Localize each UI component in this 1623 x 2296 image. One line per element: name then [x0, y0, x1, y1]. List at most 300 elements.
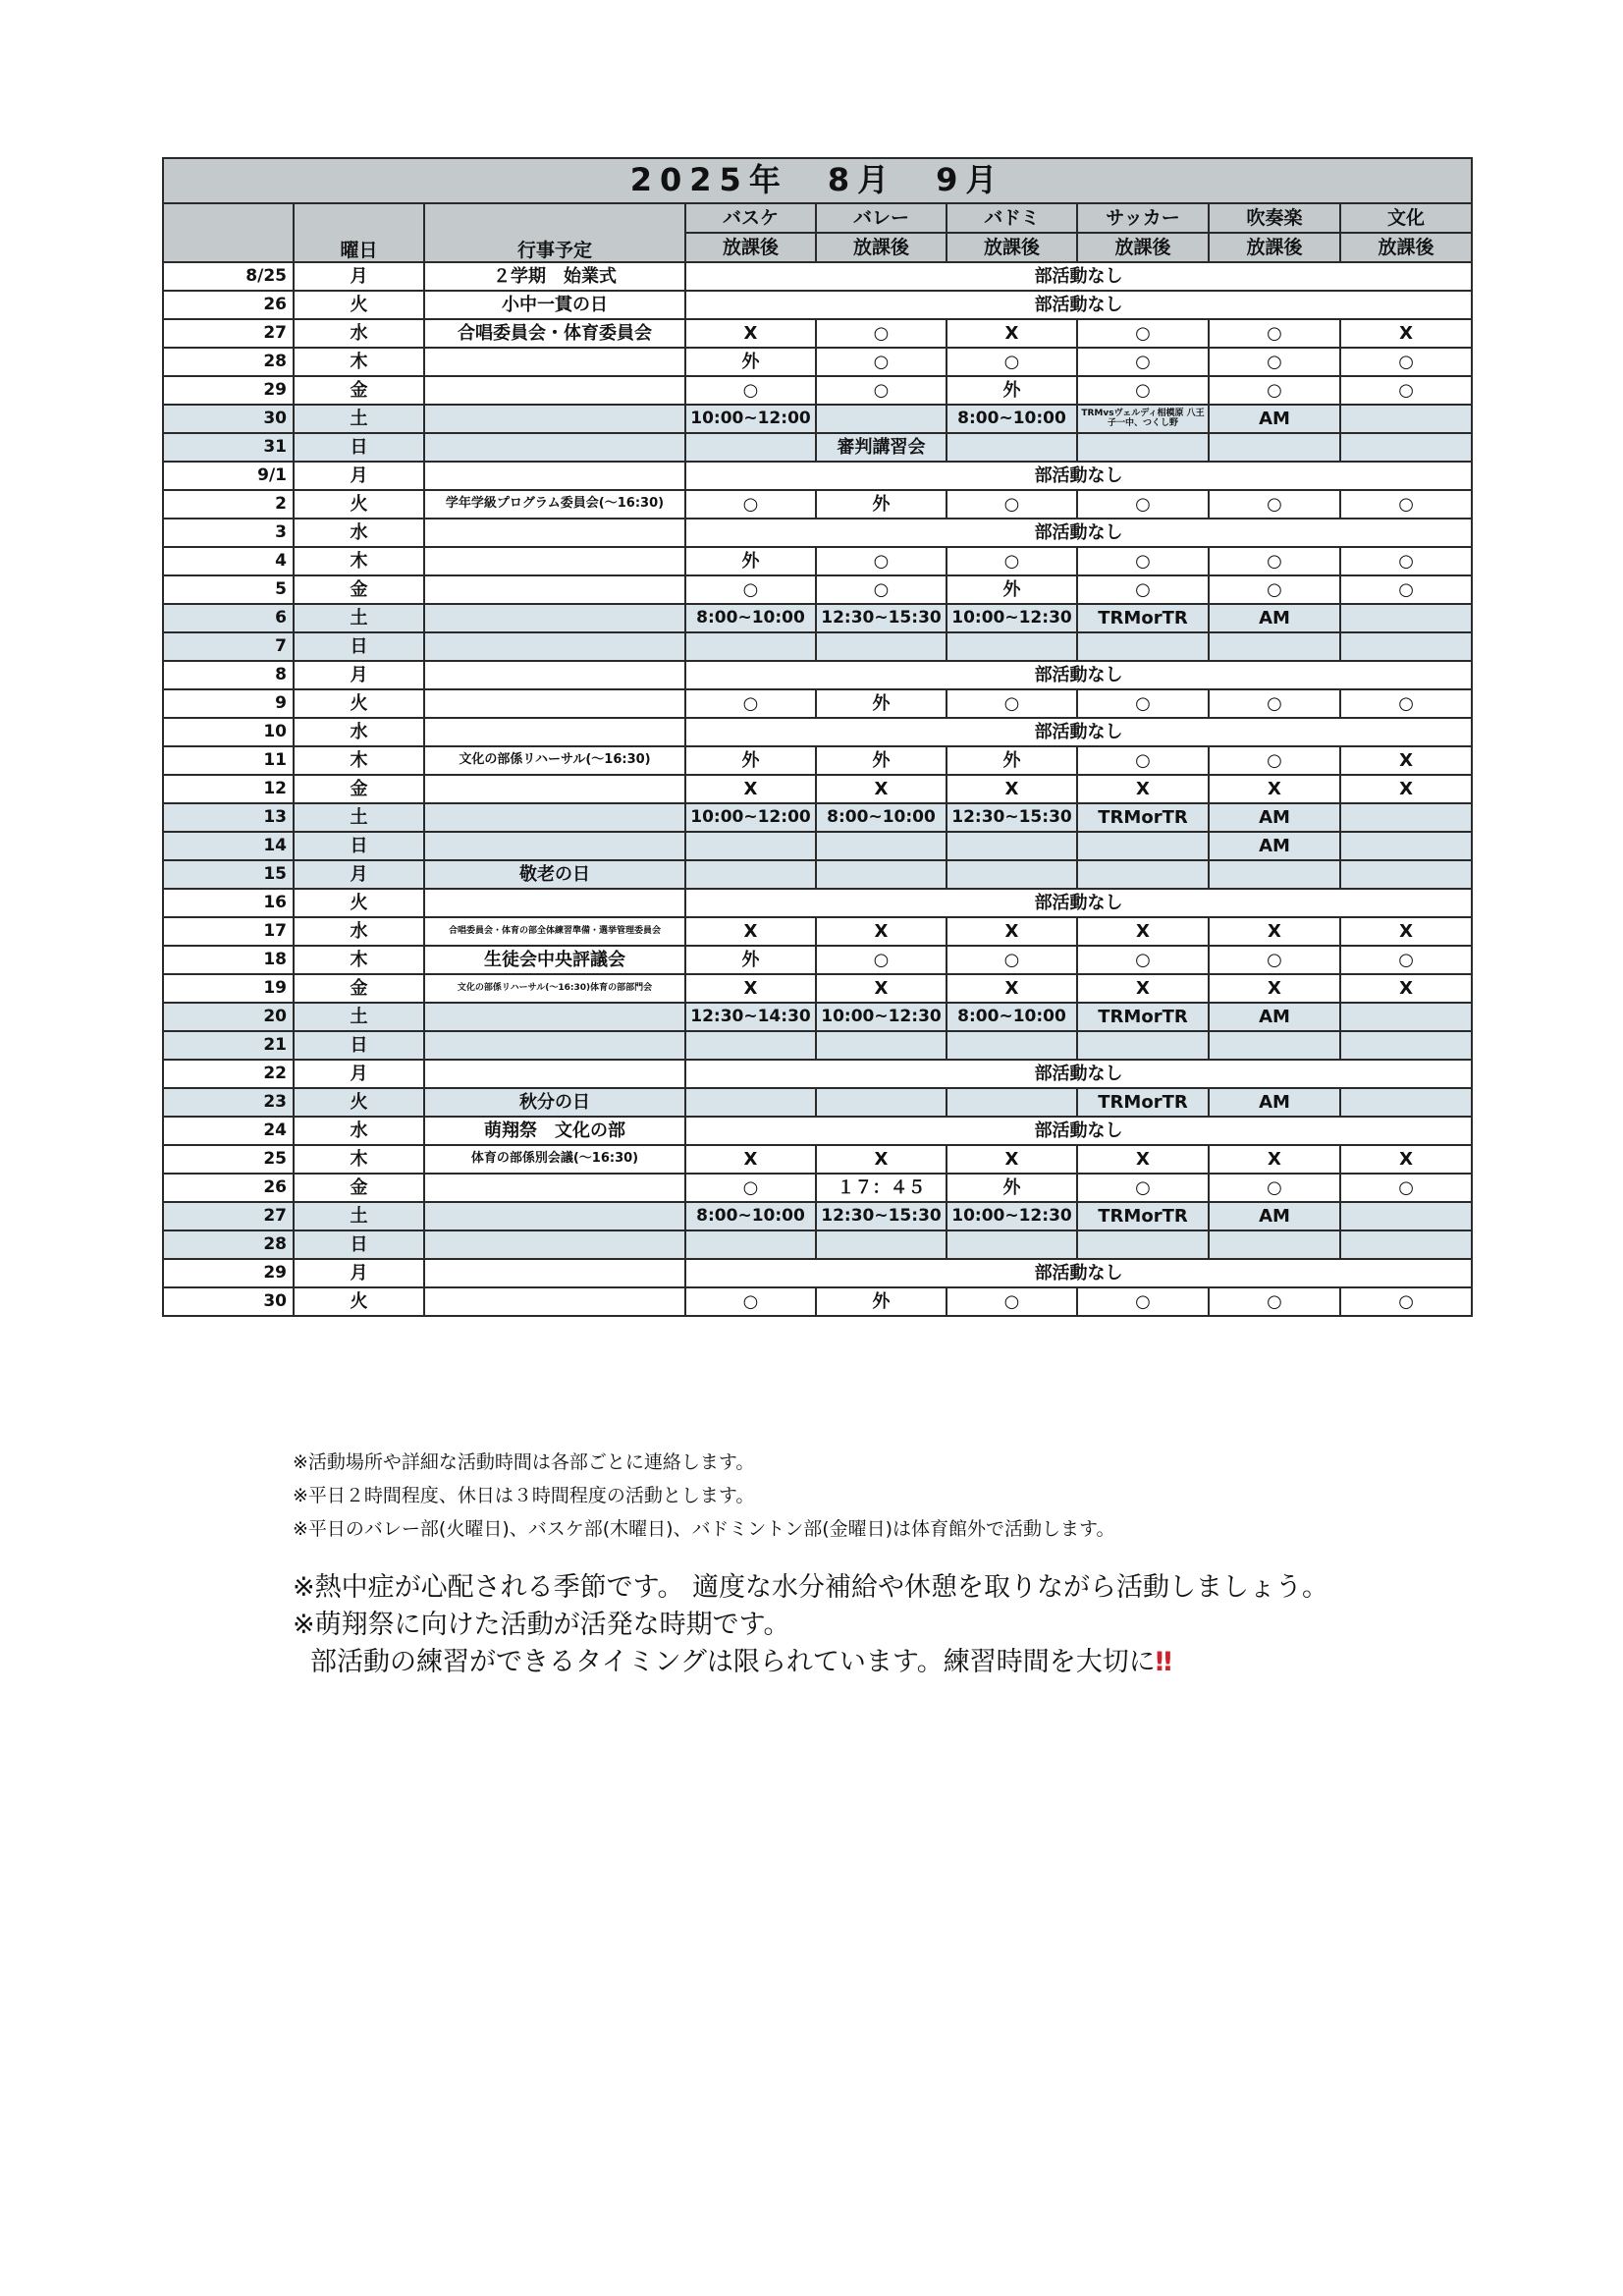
activity-cell: ○: [1209, 348, 1340, 376]
activity-cell: [816, 860, 947, 889]
header-club: バレー: [816, 203, 947, 233]
messages: [293, 1569, 1328, 1681]
event-cell: [424, 775, 685, 803]
activity-cell: [685, 832, 816, 860]
event-cell: [424, 889, 685, 917]
weekday-cell: 木: [294, 348, 424, 376]
activity-cell: X: [1209, 917, 1340, 946]
date-cell: 7: [163, 632, 294, 661]
activity-cell: [1077, 1031, 1209, 1060]
activity-cell: 外: [685, 946, 816, 974]
activity-cell: [947, 1230, 1077, 1259]
event-cell: 体育の部係別会議(～16:30): [424, 1145, 685, 1174]
activity-cell: [947, 1031, 1077, 1060]
activity-cell: ○: [947, 1287, 1077, 1316]
activity-cell: [685, 860, 816, 889]
table-row: [163, 775, 1472, 803]
weekday-cell: 火: [294, 490, 424, 519]
activity-cell: X: [947, 775, 1077, 803]
activity-cell: ○: [1209, 1174, 1340, 1202]
event-cell: 文化の部係リハーサル(～16:30)体育の部部門会: [424, 974, 685, 1003]
activity-cell: X: [816, 1145, 947, 1174]
date-cell: 28: [163, 348, 294, 376]
date-cell: 29: [163, 376, 294, 405]
weekday-cell: 日: [294, 632, 424, 661]
activity-cell: [685, 433, 816, 462]
activity-cell: [1340, 604, 1472, 632]
activity-cell: 10:00~12:30: [947, 1202, 1077, 1230]
event-cell: 秋分の日: [424, 1088, 685, 1117]
activity-cell: ○: [1209, 746, 1340, 775]
activity-cell: ○: [1077, 1174, 1209, 1202]
event-cell: [424, 405, 685, 433]
activity-cell: X: [1077, 1145, 1209, 1174]
activity-cell: TRMorTR: [1077, 1088, 1209, 1117]
date-cell: 31: [163, 433, 294, 462]
weekday-cell: 月: [294, 462, 424, 490]
activity-cell: 10:00~12:30: [816, 1003, 947, 1031]
activity-cell: X: [1340, 775, 1472, 803]
table-row: [163, 1088, 1472, 1117]
activity-cell: [1340, 1230, 1472, 1259]
date-cell: 2: [163, 490, 294, 519]
event-cell: [424, 1202, 685, 1230]
activity-cell: ○: [1209, 490, 1340, 519]
activity-cell: ○: [685, 376, 816, 405]
activity-cell: ○: [1340, 689, 1472, 718]
table-title: 2025年 8月 9月: [163, 158, 1472, 203]
header-club: バスケ: [685, 203, 816, 233]
weekday-cell: 金: [294, 1174, 424, 1202]
activity-cell: ○: [685, 1174, 816, 1202]
activity-cell: ○: [816, 319, 947, 348]
table-row: [163, 917, 1472, 946]
table-row: [163, 860, 1472, 889]
activity-cell: [1209, 632, 1340, 661]
event-cell: 萌翔祭 文化の部: [424, 1117, 685, 1145]
event-cell: [424, 433, 685, 462]
activity-cell: X: [1340, 974, 1472, 1003]
event-cell: [424, 1003, 685, 1031]
event-cell: [424, 1174, 685, 1202]
event-cell: [424, 575, 685, 604]
table-row: [163, 433, 1472, 462]
activity-cell: ○: [816, 348, 947, 376]
table-row: [163, 1202, 1472, 1230]
activity-cell: ○: [685, 575, 816, 604]
weekday-cell: 日: [294, 832, 424, 860]
activity-cell: ○: [1077, 746, 1209, 775]
event-cell: [424, 1060, 685, 1088]
header-date: [163, 203, 294, 262]
event-cell: 学年学級プログラム委員会(～16:30): [424, 490, 685, 519]
activity-cell: [816, 632, 947, 661]
activity-cell: ○: [1209, 946, 1340, 974]
activity-cell: AM: [1209, 405, 1340, 433]
table-row: [163, 1031, 1472, 1060]
activity-cell: ○: [1209, 575, 1340, 604]
activity-cell: [1340, 1202, 1472, 1230]
activity-cell: [1340, 632, 1472, 661]
date-cell: 13: [163, 803, 294, 832]
activity-cell: [1340, 1003, 1472, 1031]
table-row: [163, 262, 1472, 291]
activity-cell: 12:30~15:30: [816, 604, 947, 632]
weekday-cell: 金: [294, 575, 424, 604]
header-sub: 放課後: [816, 233, 947, 262]
activity-cell: [685, 1230, 816, 1259]
activity-cell: ○: [685, 490, 816, 519]
event-cell: 合唱委員会・体育の部全体練習準備・選挙管理委員会: [424, 917, 685, 946]
activity-cell: TRMvsヴェルディ相模原 八王子一中、つくし野: [1077, 405, 1209, 433]
table-row: [163, 1145, 1472, 1174]
activity-cell: [947, 832, 1077, 860]
activity-cell: 10:00~12:30: [947, 604, 1077, 632]
weekday-cell: 月: [294, 860, 424, 889]
activity-cell: [1340, 1031, 1472, 1060]
date-cell: 29: [163, 1259, 294, 1287]
weekday-cell: 水: [294, 718, 424, 746]
activity-cell: ○: [1340, 547, 1472, 575]
weekday-cell: 木: [294, 746, 424, 775]
activity-cell: X: [1077, 974, 1209, 1003]
date-cell: 14: [163, 832, 294, 860]
activity-cell: ○: [1209, 689, 1340, 718]
activity-cell: 審判講習会: [816, 433, 947, 462]
date-cell: 27: [163, 319, 294, 348]
weekday-cell: 水: [294, 1117, 424, 1145]
activity-cell: [1340, 832, 1472, 860]
date-cell: 16: [163, 889, 294, 917]
event-cell: [424, 547, 685, 575]
table-row: [163, 462, 1472, 490]
activity-cell: 外: [947, 1174, 1077, 1202]
activity-cell: ○: [1340, 376, 1472, 405]
activity-cell: ○: [1077, 575, 1209, 604]
header-sub: 放課後: [947, 233, 1077, 262]
event-cell: 小中一貫の日: [424, 291, 685, 319]
activity-cell: [1209, 433, 1340, 462]
activity-cell: [1340, 405, 1472, 433]
message-line: ※萌翔祭に向けた活動が活発な時期です。: [293, 1610, 790, 1640]
weekday-cell: 水: [294, 319, 424, 348]
activity-cell: ○: [685, 1287, 816, 1316]
weekday-cell: 木: [294, 1145, 424, 1174]
activity-cell: 10:00~12:00: [685, 803, 816, 832]
activity-cell: [1209, 860, 1340, 889]
activity-cell: AM: [1209, 1202, 1340, 1230]
activity-cell: [1077, 433, 1209, 462]
activity-cell: [816, 1088, 947, 1117]
weekday-cell: 金: [294, 775, 424, 803]
date-cell: 19: [163, 974, 294, 1003]
date-cell: 26: [163, 291, 294, 319]
activity-cell: ○: [1077, 376, 1209, 405]
activity-cell: TRMorTR: [1077, 604, 1209, 632]
activity-cell: AM: [1209, 803, 1340, 832]
event-cell: [424, 348, 685, 376]
event-cell: [424, 803, 685, 832]
header-club: サッカー: [1077, 203, 1209, 233]
activity-cell: [1209, 1031, 1340, 1060]
weekday-cell: 金: [294, 376, 424, 405]
activity-cell: X: [685, 917, 816, 946]
activity-cell: ○: [1209, 376, 1340, 405]
event-cell: ２学期 始業式: [424, 262, 685, 291]
activity-cell: ○: [1077, 547, 1209, 575]
activity-cell: 外: [947, 746, 1077, 775]
activity-cell: 12:30~15:30: [816, 1202, 947, 1230]
table-row: [163, 1259, 1472, 1287]
activity-cell: X: [1209, 775, 1340, 803]
table-row: [163, 632, 1472, 661]
event-cell: 文化の部係リハーサル(～16:30): [424, 746, 685, 775]
activity-cell: １７：４５: [816, 1174, 947, 1202]
activity-cell: ○: [1077, 490, 1209, 519]
no-activity-cell: 部活動なし: [685, 889, 1472, 917]
no-activity-cell: 部活動なし: [685, 1117, 1472, 1145]
date-cell: 8: [163, 661, 294, 689]
date-cell: 25: [163, 1145, 294, 1174]
activity-cell: [947, 1088, 1077, 1117]
no-activity-cell: 部活動なし: [685, 1259, 1472, 1287]
event-cell: [424, 632, 685, 661]
event-cell: 敬老の日: [424, 860, 685, 889]
header-club: バドミ: [947, 203, 1077, 233]
event-cell: [424, 1230, 685, 1259]
activity-cell: 外: [947, 575, 1077, 604]
table-row: [163, 974, 1472, 1003]
activity-cell: TRMorTR: [1077, 1202, 1209, 1230]
no-activity-cell: 部活動なし: [685, 262, 1472, 291]
activity-cell: X: [816, 917, 947, 946]
activity-cell: AM: [1209, 1003, 1340, 1031]
event-cell: [424, 519, 685, 547]
header-weekday: 曜日: [294, 203, 424, 262]
activity-cell: ○: [947, 348, 1077, 376]
table-row: [163, 661, 1472, 689]
activity-cell: X: [1077, 917, 1209, 946]
activity-cell: X: [685, 775, 816, 803]
table-row: [163, 319, 1472, 348]
exclamation-icon: ‼: [1155, 1647, 1172, 1677]
activity-cell: 外: [816, 1287, 947, 1316]
activity-cell: X: [1340, 1145, 1472, 1174]
activity-cell: TRMorTR: [1077, 1003, 1209, 1031]
activity-cell: [685, 632, 816, 661]
activity-cell: X: [1077, 775, 1209, 803]
activity-cell: 10:00~12:00: [685, 405, 816, 433]
date-cell: 23: [163, 1088, 294, 1117]
date-cell: 28: [163, 1230, 294, 1259]
message-line: ※熱中症が心配される季節です。 適度な水分補給や休憩を取りながら活動しましょう。: [293, 1572, 1329, 1603]
table-row: [163, 1003, 1472, 1031]
table-row: [163, 1060, 1472, 1088]
activity-cell: 外: [816, 746, 947, 775]
weekday-cell: 土: [294, 1003, 424, 1031]
activity-cell: ○: [816, 946, 947, 974]
activity-cell: [947, 860, 1077, 889]
table-row: [163, 889, 1472, 917]
date-cell: 8/25: [163, 262, 294, 291]
activity-cell: ○: [947, 689, 1077, 718]
header-sub: 放課後: [1209, 233, 1340, 262]
event-cell: [424, 604, 685, 632]
event-cell: [424, 661, 685, 689]
activity-cell: X: [816, 775, 947, 803]
date-cell: 30: [163, 1287, 294, 1316]
event-cell: 生徒会中央評議会: [424, 946, 685, 974]
activity-cell: X: [947, 1145, 1077, 1174]
notes: [293, 1446, 1115, 1546]
table-row: [163, 746, 1472, 775]
no-activity-cell: 部活動なし: [685, 519, 1472, 547]
weekday-cell: 木: [294, 946, 424, 974]
no-activity-cell: 部活動なし: [685, 462, 1472, 490]
no-activity-cell: 部活動なし: [685, 661, 1472, 689]
note-line: ※平日２時間程度、休日は３時間程度の活動とします。: [293, 1485, 755, 1506]
date-cell: 9/1: [163, 462, 294, 490]
activity-cell: ○: [1340, 1287, 1472, 1316]
activity-cell: AM: [1209, 1088, 1340, 1117]
activity-cell: 8:00~10:00: [947, 1003, 1077, 1031]
message-line-last: [293, 1644, 1328, 1681]
weekday-cell: 火: [294, 1088, 424, 1117]
weekday-cell: 水: [294, 519, 424, 547]
date-cell: 11: [163, 746, 294, 775]
date-cell: 10: [163, 718, 294, 746]
activity-cell: [1077, 1230, 1209, 1259]
table-row: [163, 519, 1472, 547]
table-row: [163, 547, 1472, 575]
activity-cell: 外: [685, 547, 816, 575]
weekday-cell: 木: [294, 547, 424, 575]
weekday-cell: 火: [294, 689, 424, 718]
activity-cell: X: [685, 319, 816, 348]
table-row: [163, 348, 1472, 376]
weekday-cell: 土: [294, 604, 424, 632]
note-line: ※平日のバレー部(火曜日)、バスケ部(木曜日)、バドミントン部(金曜日)は体育館外で活動します。: [293, 1518, 1115, 1540]
table-row: [163, 1287, 1472, 1316]
activity-cell: 外: [816, 689, 947, 718]
date-cell: 4: [163, 547, 294, 575]
date-cell: 26: [163, 1174, 294, 1202]
activity-cell: ○: [1340, 946, 1472, 974]
header-sub: 放課後: [685, 233, 816, 262]
weekday-cell: 月: [294, 661, 424, 689]
activity-cell: ○: [1077, 319, 1209, 348]
activity-cell: [1340, 803, 1472, 832]
weekday-cell: 金: [294, 974, 424, 1003]
activity-cell: ○: [1209, 319, 1340, 348]
activity-cell: 外: [685, 348, 816, 376]
activity-cell: ○: [1340, 348, 1472, 376]
note-line: ※活動場所や詳細な活動時間は各部ごとに連絡します。: [293, 1451, 755, 1473]
date-cell: 30: [163, 405, 294, 433]
table-row: [163, 575, 1472, 604]
message-text: 部活動の練習ができるタイミングは限られています。練習時間を大切に: [310, 1647, 1156, 1677]
activity-cell: X: [947, 319, 1077, 348]
activity-cell: ○: [947, 946, 1077, 974]
date-cell: 5: [163, 575, 294, 604]
date-cell: 17: [163, 917, 294, 946]
table-row: [163, 405, 1472, 433]
activity-cell: ○: [1340, 575, 1472, 604]
activity-cell: ○: [816, 575, 947, 604]
activity-cell: [816, 405, 947, 433]
activity-cell: [816, 832, 947, 860]
table-row: [163, 1117, 1472, 1145]
activity-cell: ○: [1209, 1287, 1340, 1316]
activity-cell: X: [947, 974, 1077, 1003]
activity-cell: 8:00~10:00: [947, 405, 1077, 433]
activity-cell: ○: [1077, 348, 1209, 376]
activity-cell: [816, 1031, 947, 1060]
event-cell: [424, 832, 685, 860]
date-cell: 27: [163, 1202, 294, 1230]
activity-cell: ○: [816, 376, 947, 405]
activity-cell: 外: [685, 746, 816, 775]
activity-cell: [685, 1031, 816, 1060]
activity-cell: X: [1340, 746, 1472, 775]
header-club: 吹奏楽: [1209, 203, 1340, 233]
schedule-table: [162, 157, 1473, 1317]
weekday-cell: 月: [294, 262, 424, 291]
event-cell: [424, 462, 685, 490]
event-cell: [424, 689, 685, 718]
event-cell: [424, 1287, 685, 1316]
event-cell: [424, 1259, 685, 1287]
activity-cell: [816, 1230, 947, 1259]
table-row: [163, 689, 1472, 718]
table-row: [163, 376, 1472, 405]
activity-cell: X: [816, 974, 947, 1003]
activity-cell: ○: [1077, 946, 1209, 974]
table-row: [163, 803, 1472, 832]
activity-cell: AM: [1209, 832, 1340, 860]
header-sub: 放課後: [1340, 233, 1472, 262]
activity-cell: [947, 433, 1077, 462]
weekday-cell: 土: [294, 803, 424, 832]
table-row: [163, 604, 1472, 632]
table-row: [163, 490, 1472, 519]
table-row: [163, 946, 1472, 974]
activity-cell: [947, 632, 1077, 661]
activity-cell: X: [1340, 319, 1472, 348]
table-row: [163, 1230, 1472, 1259]
activity-cell: ○: [1340, 490, 1472, 519]
activity-cell: [1340, 1088, 1472, 1117]
header-sub: 放課後: [1077, 233, 1209, 262]
activity-cell: 12:30~14:30: [685, 1003, 816, 1031]
date-cell: 3: [163, 519, 294, 547]
activity-cell: ○: [816, 547, 947, 575]
activity-cell: 8:00~10:00: [685, 604, 816, 632]
weekday-cell: 火: [294, 889, 424, 917]
event-cell: [424, 376, 685, 405]
no-activity-cell: 部活動なし: [685, 291, 1472, 319]
date-cell: 24: [163, 1117, 294, 1145]
activity-cell: ○: [1340, 1174, 1472, 1202]
activity-cell: 12:30~15:30: [947, 803, 1077, 832]
weekday-cell: 土: [294, 405, 424, 433]
date-cell: 12: [163, 775, 294, 803]
weekday-cell: 土: [294, 1202, 424, 1230]
activity-cell: [1340, 433, 1472, 462]
header-events: 行事予定: [424, 203, 685, 262]
activity-cell: X: [685, 974, 816, 1003]
activity-cell: ○: [685, 689, 816, 718]
